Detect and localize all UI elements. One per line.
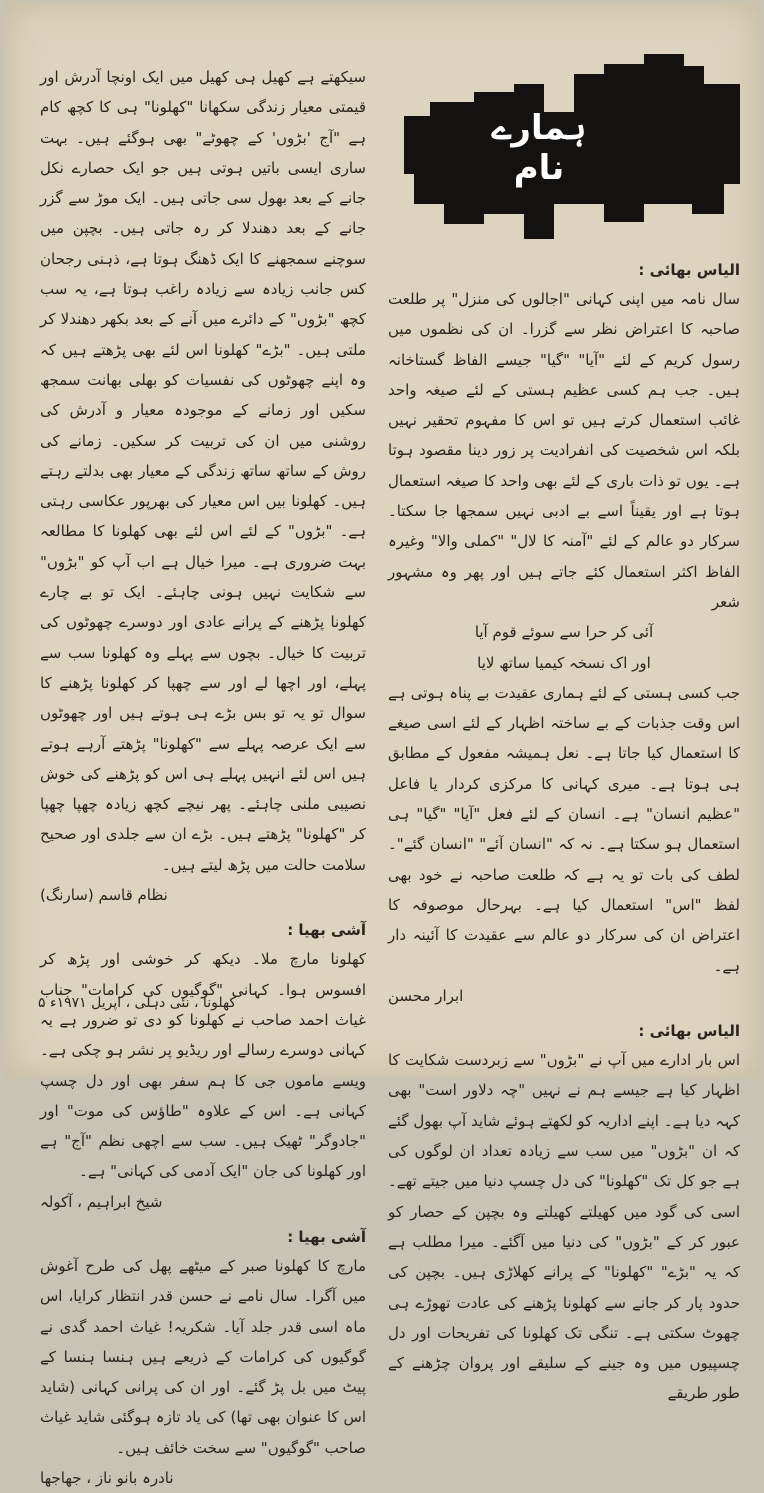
page-title: ہمارے نام	[491, 108, 587, 188]
letter-salutation: الیاس بھائی :	[638, 1022, 740, 1041]
letter-body: کھلونا مارچ ملا۔ دیکھ کر خوشی اور پڑھ کر افسوس ہوا۔ کہانی "گوگیوں کی کرامات" جناب غیاث احمد صاحب نے کھلونا کو دی تو ضرور ہے یہ کہانی دوسرے رسالے اور ریڈیو پر نشر ہو چکی ہے۔ ویسے ماموں جی کا ہم سفر بھی اور دل چسپ کہانی ہے۔ اس کے علاوہ "طاؤس کی موت" اور "جادوگر" ٹھیک ہیں۔ سب سے اچھی نظم "آج" ہے اور کھلونا کی جان "ایک آدمی کی کہانی" ہے۔	[40, 950, 366, 1181]
letter-salutation: آشی بھیا :	[287, 921, 366, 940]
letter-body: مارچ کا کھلونا صبر کے میٹھے پھل کی طرح آغوش میں آگرا۔ سال نامے نے حسن قدر انتظار کرایا، اس ماہ اسی قدر جلد آیا۔ شکریہ! غیاث احمد گدی نے گوگیوں کی کرامات کے ذریعے ہیں ہنسا ہنسا کے پیٹ میں بل پڑ گئے۔ اور ان کی پرانی کہانی (شاید اس کا عنوان بھی تھا) کی یاد تازہ ہوگئی شاید غیاث صاحب "گوگیوں" سے سخت خائف ہیں۔	[40, 1256, 366, 1457]
letter-salutation: آشی بھیا :	[287, 1227, 366, 1246]
magazine-page	[4, 2, 760, 1488]
page-footer: کھلونا ، نئی دہلی ، اپریل ۱۹۷۱ء ۵	[38, 995, 237, 1011]
letter-body: سیکھتے ہے کھیل ہی کھیل میں ایک اونچا آدرش اور قیمتی معیار زندگی سکھانا "کھلونا" ہی کا کچھ کام ہے "آج 'بڑوں' کے چھوٹے" بھی ہوگئے ہیں۔ بہت ساری ایسی باتیں ہوتی ہیں جو ایک حصارے نکل جانے کے بعد بھول سی جاتی ہیں۔ ایک موڑ سے گزر جانے کے بعد دھندلا کر رہ جاتی ہیں۔ بچپن میں سوچنے سمجھنے کا ایک ڈھنگ ہوتا ہے، ذہنی رجحان کس جانب زیادہ سے زیادہ راغب ہوتا ہے، یہ سب کچھ "بڑوں" کے دائرے میں آنے کے بعد بکھر دھندلا کر ملتی ہیں۔ "بڑے" کھلونا اس لئے بھی پڑھتے ہیں کہ وہ اپنے چھوٹوں کی نفسیات کو بھلی بھانت سمجھ سکیں اور زمانے کے موجودہ معیار و آدرش کی روشنی میں ان کی تربیت کر سکیں۔ زمانے کی روش کے ساتھ ساتھ زندگی کے معیار بھی بدلتے رہتے ہیں۔ کھلونا بیں اس معیار کی بھرپور عکاسی رہتی ہے۔ "بڑوں" کے لئے اس لئے بھی کھلونا کا مطالعہ بہت ضروری ہے۔ میرا خیال ہے اب آپ کو "بڑوں" سے شکایت نہیں ہونی چاہئے۔ ایک تو بے چارے کھلونا پڑھنے کے پرانے عادی اور دوسرے چھوٹوں کی تربیت کا خیال۔ بچوں سے پہلے وہ کھلونا سب سے پہلے، اور اچھا لے اور سے چھپا کر کھلونا پڑھنے کا سوال تو یہ تو بس بڑے ہی ہوتے ہیں اور چھوٹوں سے ایک عرصہ پہلے سے "کھلونا" پڑھتے آرہے ہوتے ہیں اس لئے انہیں پہلے ہی اس کو پڑھنے کی خوش نصیبی ملنی چاہئے۔ پھر نیچے کچھ زیادہ چھپا چھپا کر "کھلونا" پڑھتے ہیں۔ بڑے ان سے جلدی اور صحیح سلامت حالت میں پڑھ لیتے ہیں۔	[40, 68, 366, 874]
letter-signature: نادرہ بانو ناز ، جھاجھا	[40, 1469, 174, 1488]
letter-signature: نظام قاسم (سارنگ)	[40, 886, 168, 905]
letter-body: اس بار ادارے میں آپ نے "بڑوں" سے زبردست شکایت کا اظہار کیا ہے جیسے ہم نے نہیں "چہ دلاور است" بھی کہہ دیا ہے۔ اپنے اداریہ کو لکھتے ہوئے شاید آپ بھول گئے کہ ان "بڑوں" میں سب سے زیادہ تعداد ان لوگوں کی ہے جو کل تک "کھلونا" کی دل چسپ دنیا میں جیتے تھے۔ اسی کی گود میں کھیلتے کھیلتے وہ بچپن کے حصار کو عبور کر کے "بڑوں" کی دنیا میں آگئے۔ میرا مطلب ہے کہ یہ "بڑے" "کھلونا" کے پرانے کھلاڑی ہیں۔ بچپن کی حدود پار کر جانے سے کھلونا پڑھنے کی عادت تھوڑے ہی چھوٹ سکتی ہے۔ تنگی تک کھلونا کی تفریحات اور دل چسپیوں میں وہ جینے کے سلیقے اور پروان چڑھنے کے طور طریقے	[388, 1051, 740, 1403]
left-column	[40, 62, 366, 1493]
letter-body: سال نامہ میں اپنی کہانی "اجالوں کی منزل" پر طلعت صاحبہ کا اعتراض نظر سے گزرا۔ ان کی نظموں میں رسول کریم کے لئے "آیا" "گیا" جیسے الفاظ گستاخانہ ہیں۔ جب ہم کسی عظیم ہستی کے لئے صیغہ واحد غائب استعمال کرتے ہیں تو اس کا مفہوم تحقیر نہیں بلکہ اس شخصیت کی انفرادیت پر زور دینا مقصود ہوتا ہے۔ یوں تو ذات باری کے لئے بھی واحد کا صیغہ استعمال ہوتا ہے اور یقیناً اسے بے ادبی نہیں سمجھا جا سکتا۔ سرکار دو عالم کے لئے "آمنہ کا لال" "کملی والا" وغیرہ الفاظ اکثر استعمال کئے جاتے ہیں اور پھر وہ مشہور شعر	[388, 290, 740, 611]
poem-line: آئی کر حرا سے سوئے قوم آیا	[474, 623, 654, 642]
right-column	[388, 256, 740, 1409]
letter-salutation: الیاس بھائی :	[638, 261, 740, 279]
letter-signature: ابرار محسن	[388, 986, 464, 1005]
poem-line: اور اک نسخہ کیمیا ساتھ لایا	[477, 653, 651, 672]
letter-body: جب کسی ہستی کے لئے ہماری عقیدت بے پناہ ہوتی ہے اس وقت جذبات کے بے ساختہ اظہار کے لئے اسی صیغے کا استعمال کیا جاتا ہے۔ نعل ہمیشہ مفعول کے مطابق ہی ہوتا ہے۔ میری کہانی کا مرکزی کردار یا فاعل "عظیم انسان" ہے۔ انسان کے لئے فعل "آیا" "گیا" ہی استعمال ہو سکتا ہے۔ نہ کہ "انسان آئے" "انسان گئے"۔ لطف کی بات تو یہ ہے کہ طلعت صاحبہ نے خود بھی لفظ "اس" استعمال کیا ہے۔ بہرحال موصوفہ کا اعتراض ان کی سرکار دو عالم سے عقیدت کا آئینہ دار ہے۔	[388, 683, 740, 975]
letter-signature: شیخ ابراہیم ، آکولہ	[40, 1192, 163, 1211]
